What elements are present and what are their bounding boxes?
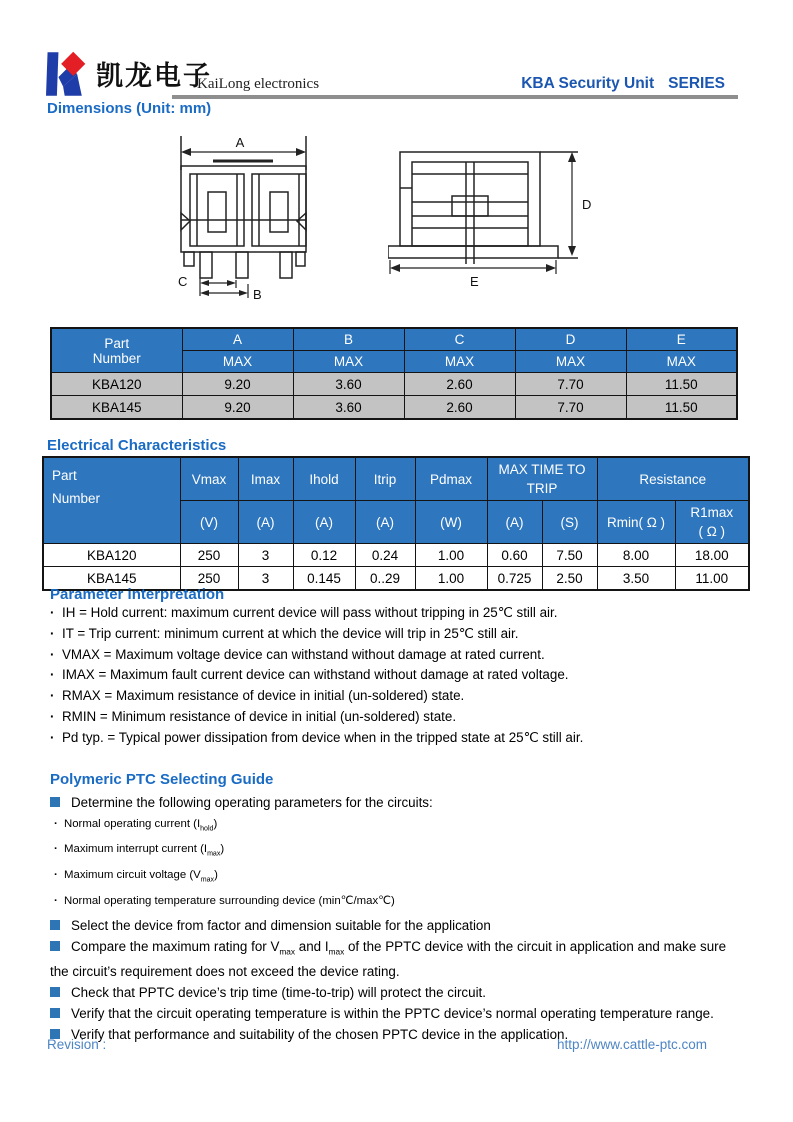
dot-bullet-icon	[50, 710, 62, 724]
elec-col-max-time-to-trip	[487, 457, 597, 501]
list-item	[50, 865, 748, 891]
bullet-text: Maximum circuit voltage (V	[64, 868, 201, 881]
dims-max-a: MAX	[182, 351, 293, 373]
elec-col-vmax: Vmax	[180, 457, 238, 501]
elec-cell: 3	[238, 544, 293, 567]
list-item	[50, 668, 750, 682]
elec-cell: 250	[180, 544, 238, 567]
elec-cell: 1.00	[415, 544, 487, 567]
company-name-english: KaiLong electronics	[197, 76, 320, 92]
dot-bullet-icon	[50, 668, 62, 682]
dims-part-header	[51, 328, 182, 373]
unit-cell: (A)	[238, 501, 293, 544]
list-item	[50, 937, 748, 983]
max-time-line1: MAX TIME TO	[498, 462, 586, 477]
bullet-text: IT = Trip current: minimum current at which the device will trip in 25℃ still air.	[62, 625, 519, 641]
unit-cell: (A)	[355, 501, 415, 544]
square-bullet-icon	[50, 797, 60, 807]
list-item	[50, 814, 748, 840]
elec-cell: 0.60	[487, 544, 542, 567]
subscript: max	[328, 946, 345, 957]
dimensions-section-title: Dimensions (Unit: mm)	[47, 100, 212, 117]
bullet-text: Normal operating current (I	[64, 817, 201, 830]
elec-cell: 250	[180, 567, 238, 591]
r1max-line1: R1max	[690, 505, 734, 520]
dim-label-a: A	[235, 135, 245, 150]
dot-bullet-icon	[50, 648, 62, 662]
elec-col-r1max	[675, 501, 749, 544]
subscript: max	[200, 876, 215, 884]
dimension-drawing-side-view	[388, 146, 593, 291]
square-bullet-icon	[50, 987, 60, 997]
dot-bullet-icon	[50, 606, 62, 620]
dims-cell: 7.70	[515, 396, 626, 420]
bullet-text: Determine the following operating parameters for the circuits:	[71, 795, 433, 810]
bullet-text: Verify that the circuit operating temperature is within the PPTC device’s normal operating temperature range.	[71, 1005, 714, 1021]
part-number-cell: KBA120	[51, 373, 182, 396]
list-item	[50, 793, 748, 814]
list-item	[50, 916, 748, 937]
dims-cell: 11.50	[626, 396, 737, 420]
parameter-section-title: Parameter interpretation	[50, 586, 225, 603]
bullet-text: Normal operating temperature surrounding device (min℃/max℃)	[64, 894, 395, 907]
dims-col-d: D	[515, 328, 626, 351]
guide-section-title: Polymeric PTC Selecting Guide	[50, 771, 274, 788]
elec-cell: 11.00	[675, 567, 749, 591]
list-item	[50, 731, 750, 745]
series-title-main: KBA Security Unit	[521, 75, 655, 92]
unit-cell: (A)	[293, 501, 355, 544]
dims-part-line1: Part	[104, 335, 130, 351]
list-item	[50, 839, 748, 865]
dimension-drawing-front-view	[178, 134, 312, 302]
table-row	[51, 373, 737, 396]
part-number-cell: KBA120	[43, 544, 180, 567]
bullet-text: RMAX = Maximum resistance of device in initial (un-soldered) state.	[62, 688, 465, 704]
dim-label-e: E	[470, 274, 479, 289]
bullet-text: VMAX = Maximum voltage device can withstand without damage at rated current.	[62, 646, 545, 662]
bullet-text: Select the device from factor and dimension suitable for the application	[71, 918, 491, 934]
elec-cell: 0..29	[355, 567, 415, 591]
table-row	[51, 396, 737, 420]
elec-cell: 0.145	[293, 567, 355, 591]
bullet-text: of the PPTC device with the circuit in application and make sure the circuit’s requirement does not exceed the device rating.	[50, 938, 727, 980]
dims-cell: 3.60	[293, 373, 404, 396]
list-item	[50, 606, 750, 620]
max-time-line2: TRIP	[526, 481, 558, 496]
kailong-logo-icon	[46, 50, 88, 98]
bullet-text: Verify that performance and suitability of the chosen PPTC device in the application.	[71, 1026, 569, 1042]
dim-label-c: C	[178, 274, 188, 289]
dims-col-c: C	[404, 328, 515, 351]
elec-cell: 1.00	[415, 567, 487, 591]
header-rule	[172, 95, 738, 99]
dim-label-d: D	[582, 197, 592, 212]
company-name-chinese: 凯龙电子	[96, 61, 212, 91]
elec-col-rmin: Rmin( Ω )	[597, 501, 675, 544]
dims-max-e: MAX	[626, 351, 737, 373]
bullet-text: Compare the maximum rating for V	[71, 938, 280, 954]
bullet-text: IMAX = Maximum fault current device can withstand without damage at rated voltage.	[62, 667, 569, 683]
elec-part-line2: Number	[52, 491, 101, 506]
electrical-characteristics-table	[42, 456, 750, 591]
series-title-suffix: SERIES	[668, 75, 725, 92]
dot-bullet-icon	[50, 731, 62, 745]
elec-cell: 0.725	[487, 567, 542, 591]
dims-col-e: E	[626, 328, 737, 351]
parameter-bullet-list	[50, 606, 750, 752]
subscript: max	[279, 946, 296, 957]
dims-max-d: MAX	[515, 351, 626, 373]
elec-cell: 8.00	[597, 544, 675, 567]
bullet-text: )	[220, 843, 225, 856]
elec-cell: 3	[238, 567, 293, 591]
bullet-text: Check that PPTC device’s trip time (time-to-trip) will protect the circuit.	[71, 985, 486, 1001]
unit-cell: (V)	[180, 501, 238, 544]
selecting-guide-list	[50, 793, 748, 1046]
square-bullet-icon	[50, 920, 60, 930]
dims-cell: 9.20	[182, 396, 293, 420]
dot-bullet-icon	[54, 814, 64, 834]
dot-bullet-icon	[54, 839, 64, 859]
list-item	[50, 983, 748, 1004]
bullet-text: RMIN = Minimum resistance of device in initial (un-soldered) state.	[62, 708, 457, 724]
dims-cell: 3.60	[293, 396, 404, 420]
list-item	[50, 891, 748, 917]
elec-col-resistance: Resistance	[597, 457, 749, 501]
list-item	[50, 710, 750, 724]
dims-cell: 11.50	[626, 373, 737, 396]
elec-cell: 3.50	[597, 567, 675, 591]
dims-cell: 7.70	[515, 373, 626, 396]
dot-bullet-icon	[50, 689, 62, 703]
square-bullet-icon	[50, 1008, 60, 1018]
series-title	[521, 75, 725, 93]
dot-bullet-icon	[54, 891, 64, 911]
dims-cell: 2.60	[404, 396, 515, 420]
list-item	[50, 648, 750, 662]
dimensions-table	[50, 327, 738, 420]
dims-cell: 9.20	[182, 373, 293, 396]
dims-max-b: MAX	[293, 351, 404, 373]
dim-label-b: B	[253, 287, 262, 302]
bullet-text: Maximum interrupt current (I	[64, 843, 208, 856]
elec-col-pdmax: Pdmax	[415, 457, 487, 501]
dot-bullet-icon	[54, 865, 64, 885]
bullet-text: Pd typ. = Typical power dissipation from device when in the tripped state at 25℃ still air.	[62, 729, 584, 745]
part-number-cell: KBA145	[43, 567, 180, 591]
dims-col-b: B	[293, 328, 404, 351]
revision-label: Revision :	[47, 1037, 107, 1052]
bullet-text: and I	[295, 938, 329, 954]
dot-bullet-icon	[50, 627, 62, 641]
table-row	[43, 544, 749, 567]
subscript: hold	[200, 825, 214, 833]
elec-part-header	[43, 457, 180, 544]
bullet-text: )	[214, 868, 218, 881]
subscript: max	[207, 850, 221, 858]
dims-col-a: A	[182, 328, 293, 351]
electrical-section-title: Electrical Characteristics	[47, 437, 227, 454]
elec-cell: 18.00	[675, 544, 749, 567]
elec-cell: 0.12	[293, 544, 355, 567]
square-bullet-icon	[50, 941, 60, 951]
part-number-cell: KBA145	[51, 396, 182, 420]
dims-cell: 2.60	[404, 373, 515, 396]
elec-col-imax: Imax	[238, 457, 293, 501]
elec-col-itrip: Itrip	[355, 457, 415, 501]
dims-max-c: MAX	[404, 351, 515, 373]
unit-cell: (W)	[415, 501, 487, 544]
elec-cell: 0.24	[355, 544, 415, 567]
bullet-text: )	[213, 817, 218, 830]
list-item	[50, 627, 750, 641]
list-item	[50, 1004, 748, 1025]
r1max-line2: ( Ω )	[698, 524, 726, 539]
dims-part-line2: Number	[92, 350, 141, 366]
website-link[interactable]: http://www.cattle-ptc.com	[556, 1037, 707, 1052]
bullet-text: IH = Hold current: maximum current device will pass without tripping in 25℃ still air.	[62, 605, 558, 620]
list-item	[50, 689, 750, 703]
elec-part-line1: Part	[52, 468, 77, 483]
elec-cell: 7.50	[542, 544, 597, 567]
elec-col-ihold: Ihold	[293, 457, 355, 501]
unit-cell: (S)	[542, 501, 597, 544]
elec-cell: 2.50	[542, 567, 597, 591]
unit-cell: (A)	[487, 501, 542, 544]
